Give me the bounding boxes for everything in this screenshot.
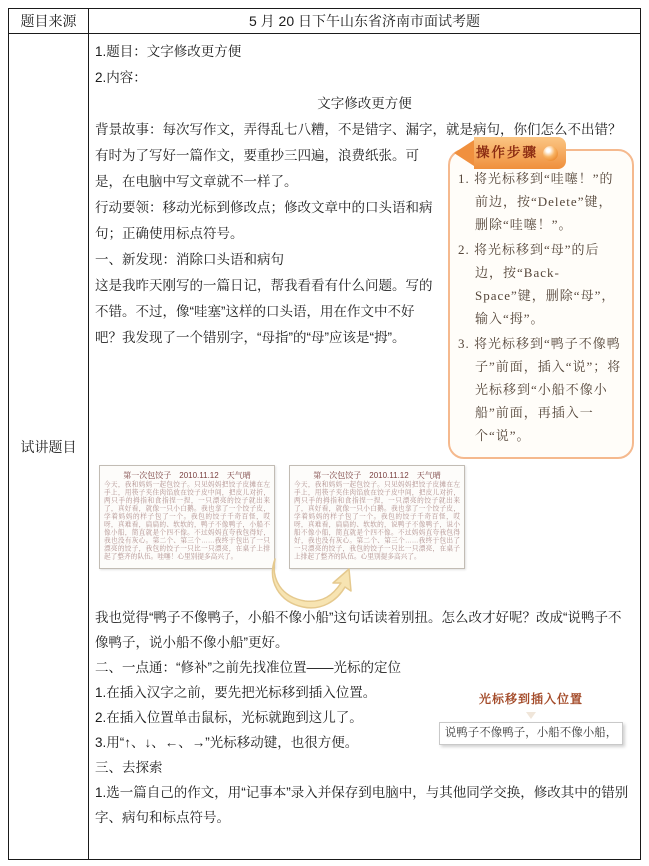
- point-item-2: 2.在插入位置单击鼠标，光标就跑到这儿了。: [95, 710, 363, 725]
- duck-sentence-paragraph: 我也觉得“鸭子不像鸭子，小船不像小船”这句话读着别扭。怎么改才好呢？改成“说鸭子不像鸭子，说小船不像小船”更好。: [95, 610, 622, 650]
- diary-body-text: 今天，我和妈妈一起包饺子。只见妈妈把饺子皮摊在左手上，用筷子夹住肉馅放在饺子皮中间，把皮儿对折，两只手的拇指和食指捏一捏，一只漂亮的饺子就出来了，真好看，就像一只小白鹅。我也拿了一个饺子皮，学着妈妈的样子包了一个。我包的饺子千奇百怪，哎呀，真难看，扁扁的、软软的，说鸭子不像鸭子，说小船不像小船，简直就是个四不像。不过妈妈直夸我包得好，我也没有灰心。第二个、第三个……我终于包出了一只漂亮的饺子，我包的饺子一只比一只漂亮，在桌子上排起了整齐的队伍。心里别提多高兴了。: [294, 481, 461, 561]
- background-story-part1: 背景故事：每次写作文，弄得乱七八糟，不是错字、漏字，就是病句，你们怎么不出错？: [95, 122, 622, 137]
- mouse-icon: [543, 146, 558, 161]
- content-cell: [89, 34, 640, 859]
- steps-arrow-icon: [454, 140, 474, 166]
- operation-step: 3. 将光标移到“鸭子不像鸭子”前面，插入“说”；将光标移到“小船不像小船”前面，再插入一个“说”。: [458, 336, 622, 443]
- left-label-cell: [9, 34, 89, 859]
- point-item-3: 3.用“↑、↓、←、→”光标移动键，也很方便。: [95, 735, 359, 750]
- cursor-callout-text: 说鸭子不像鸭子，小船不像小船，: [439, 722, 624, 745]
- section3-heading: 三、去探索: [95, 760, 163, 775]
- operation-step: 2. 将光标移到“母”的后边，按“Back-Space”键，删除“母”，输入“拇”。: [458, 242, 616, 326]
- curved-arrow-icon: [267, 557, 357, 609]
- diary-intro-paragraph: 这是我昨天刚写的一篇日记，帮我看看有什么问题。写的不错。不过，像“哇塞”这样的口头语，用在作文中不好吧？我发现了一个错别字，“母指”的“母”应该是“拇”。: [95, 278, 433, 345]
- callout-pointer-icon: [526, 712, 536, 719]
- diary-image-revised: [289, 465, 465, 569]
- content-line-content: 2.内容：: [95, 70, 147, 85]
- content-center-title: 文字修改更方便: [317, 96, 412, 111]
- diary-images-row: [99, 465, 634, 569]
- diary-title: 第一次包饺子 2010.11.12 天气晴: [313, 471, 441, 480]
- source-value-cell: [89, 9, 640, 34]
- cursor-position-callout: [436, 686, 626, 745]
- source-label: 题目来源: [20, 13, 77, 29]
- diary-title: 第一次包饺子 2010.11.12 天气晴: [123, 471, 251, 480]
- operation-steps-list: [458, 167, 624, 447]
- diary-image-original: [99, 465, 275, 569]
- point-item-1: 1.在插入汉字之前，要先把光标移到插入位置。: [95, 685, 377, 700]
- operation-step: 1. 将光标移到“哇噻！”的前边，按“Delete”键，删除“哇噻！”。: [458, 171, 614, 232]
- source-label-cell: [9, 9, 89, 34]
- section1-heading: 一、新发现：消除口头语和病句: [95, 252, 284, 267]
- content-line-title: 1.题目：文字修改更方便: [95, 44, 242, 59]
- action-essentials: 行动要领：移动光标到修改点；修改文章中的口头语和病句；正确使用标点符号。: [95, 200, 433, 241]
- source-value: 5 月 20 日下午山东省济南市面试考题: [248, 13, 481, 29]
- operation-steps-title: 操作步骤: [476, 145, 538, 160]
- operation-steps-header: [454, 137, 566, 169]
- question-table: [8, 8, 641, 860]
- diary-body-text: 今天，我和妈妈一起包饺子。只见妈妈把饺子皮摊在左手上，用筷子夹住肉馅放在饺子皮中间，把皮儿对折，两只手的拇指和食指捏一捏，一只漂亮的饺子就出来了，真好看，就像一只小白鹅。我也拿了一个饺子皮，学着妈妈的样子包了一个。我包的饺子千奇百怪，哎呀，真难看，扁扁的、软软的，鸭子不像鸭子，小船不像小船，简直就是个四不像。不过妈妈直夸我包得好，我也没有灰心。第二个、第三个……我终于包出了一只漂亮的饺子，我包的饺子一只比一只漂亮，在桌子上排起了整齐的队伍。哇噻！心里别提多高兴了。: [104, 481, 271, 561]
- explore-item-1: 1.选一篇自己的作文，用“记事本”录入并保存到电脑中，与其他同学交换，修改其中的错别字、病句和标点符号。: [95, 785, 629, 825]
- section2-heading: 二、一点通：“修补”之前先找准位置——光标的定位: [95, 660, 401, 675]
- cursor-callout-label: 光标移到插入位置: [478, 692, 583, 706]
- background-story-part2: 有时为了写好一篇作文，要重抄三四遍，浪费纸张。可是，在电脑中写文章就不一样了。: [95, 148, 419, 189]
- left-label: 试讲题目: [20, 438, 77, 455]
- operation-steps-box: [448, 145, 634, 459]
